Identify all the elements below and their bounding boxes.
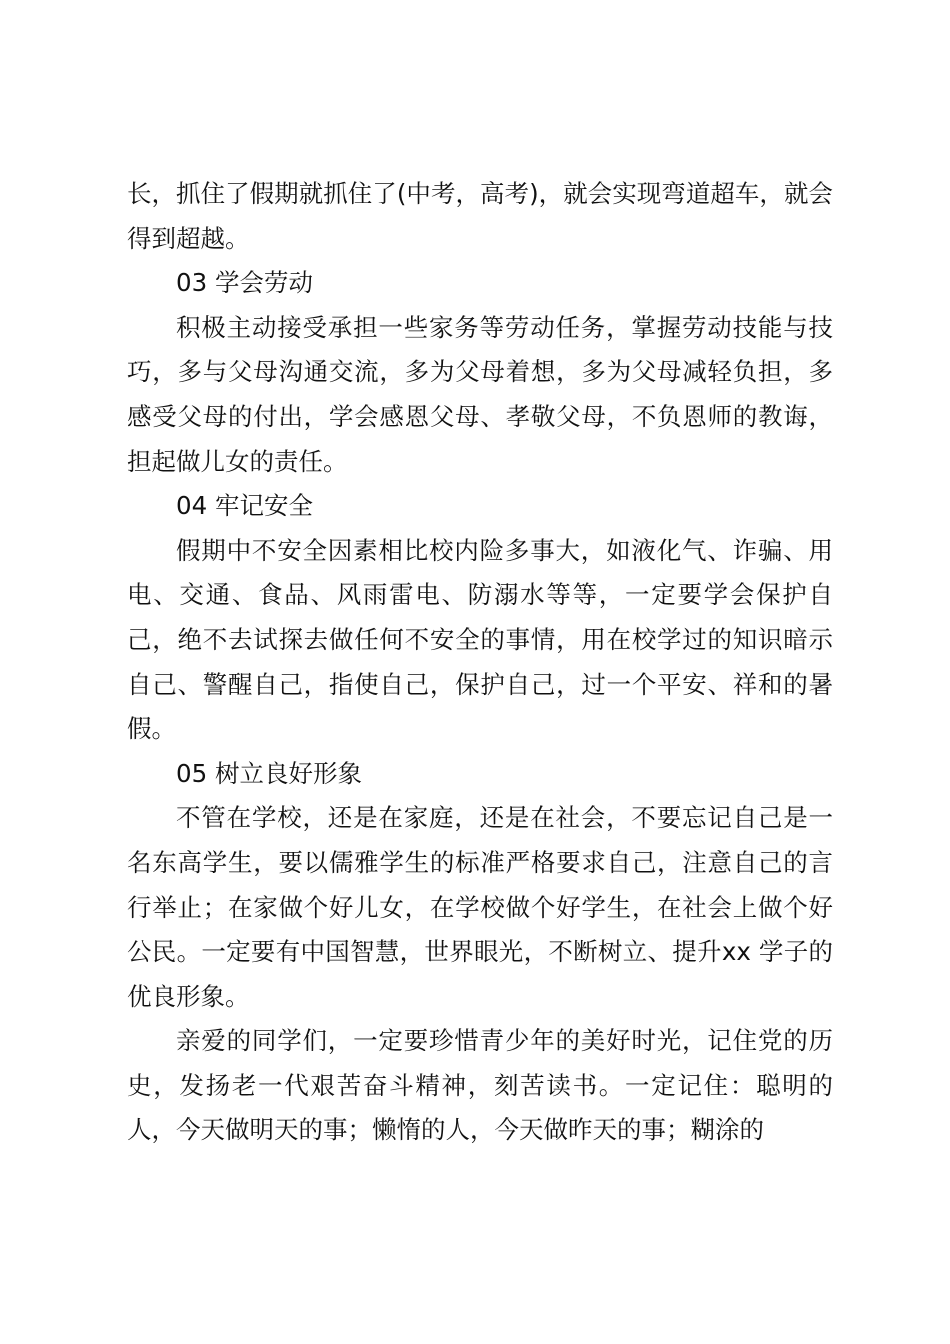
section-05-heading: 05 树立良好形象 <box>176 758 362 788</box>
section-04-heading: 04 牢记安全 <box>176 491 313 521</box>
section-03-heading: 03 学会劳动 <box>176 268 313 298</box>
section-05-paragraph: 不管在学校，还是在家庭，还是在社会，不要忘记自己是一名东高学生，要以儒雅学生的标准严格要求自己，注意自己的言行举止；在家做个好儿女，在学校做个好学生，在社会上做个好公民。一定要有中国智慧，世界眼光，不断树立、提升xx 学子的优良形象。 <box>127 803 833 1011</box>
document-body <box>127 172 833 1153</box>
section-04-paragraph: 假期中不安全因素相比校内险多事大，如液化气、诈骗、用电、交通、食品、风雨雷电、防溺水等等，一定要学会保护自己，绝不去试探去做任何不安全的事情，用在校学过的知识暗示自己、警醒自己，指使自己，保护自己，过一个平安、祥和的暑假。 <box>127 535 833 744</box>
continuation-paragraph: 长，抓住了假期就抓住了(中考，高考)，就会实现弯道超车，就会得到超越。 <box>127 179 833 253</box>
section-03-paragraph: 积极主动接受承担一些家务等劳动任务，掌握劳动技能与技巧，多与父母沟通交流，多为父母着想，多为父母减轻负担，多感受父母的付出，学会感恩父母、孝敬父母，不负恩师的教诲，担起做儿女的责任。 <box>127 312 833 476</box>
closing-paragraph: 亲爱的同学们，一定要珍惜青少年的美好时光，记住党的历史，发扬老一代艰苦奋斗精神，刻苦读书。一定记住：聪明的人，今天做明天的事；懒惰的人，今天做昨天的事；糊涂的 <box>127 1026 833 1145</box>
